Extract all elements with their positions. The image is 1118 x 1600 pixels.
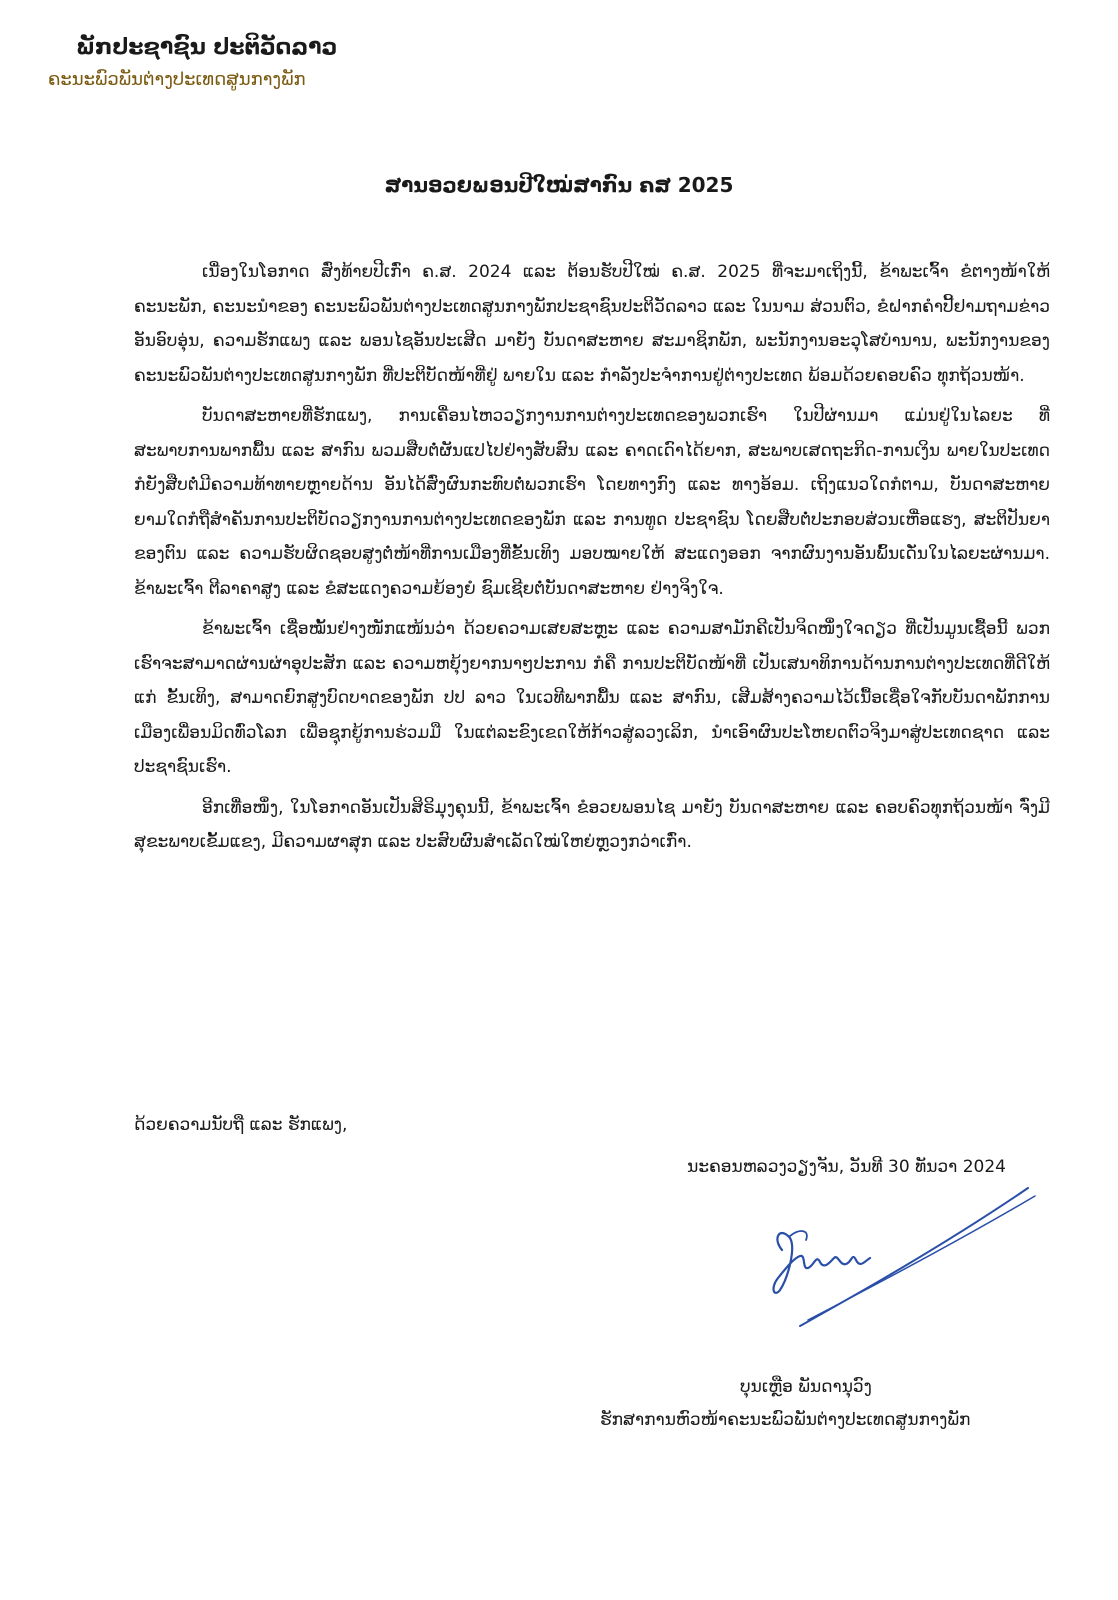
place-date: ນະຄອນຫລວງວຽງຈັນ, ວັນທີ 30 ທັນວາ 2024 xyxy=(687,1157,1006,1177)
letter-body xyxy=(134,255,1050,866)
closing-salutation: ດ້ວຍຄວາມນັບຖື ແລະ ຮັກແພງ, xyxy=(134,1115,348,1135)
letter-title: ສານອວຍພອນປີໃໝ່ສາກົນ ຄສ 2025 xyxy=(384,173,734,197)
org-name: ພັກປະຊາຊົນ ປະຕິວັດລາວ xyxy=(76,35,338,60)
signer-name: ບຸນເຫຼືອ ພັນດານຸວົງ xyxy=(740,1377,872,1397)
department-name: ຄະນະພົວພັນຕ່າງປະເທດສູນກາງພັກ xyxy=(48,69,306,90)
letterhead xyxy=(48,32,468,94)
handwritten-signature xyxy=(760,1178,1040,1338)
paragraph: ເນື່ອງໃນໂອກາດ ສົ່ງທ້າຍປີເກົ່າ ຄ.ສ. 2024 ແລະ ຕ້ອນຮັບປີໃໝ່ ຄ.ສ. 2025 ທີ່ຈະມາເຖິງນີ້, ຂ້າພະເຈົ້າ ຂໍຕາງໜ້າໃຫ້ຄະນະພັກ, ຄະນະນຳຂອງ ຄະນະພົວພັນຕ່າງປະເທດສູນກາງພັກປະຊາຊົນປະຕິວັດລາວ ແລະ ໃນນາມ ສ່ວນຕົວ, ຂໍຝາກຄຳປີ້ຢາມຖາມຂ່າວອັນອົບອຸ່ນ, ຄວາມຮັກແພງ ແລະ ພອນໄຊອັນປະເສີດ ມາຍັງ ບັນດາສະຫາຍ ສະມາຊິກພັກ, ພະນັກງານອະວຸໂສບໍານານ, ພະນັກງານຂອງຄະນະພົວພັນຕ່າງປະເທດສູນກາງພັກ ທີ່ປະຕິບັດໜ້າທີ່ຢູ່ ພາຍໃນ ແລະ ກຳລັງປະຈຳການຢູ່ຕ່າງປະເທດ ພ້ອມດ້ວຍຄອບຄົວ ທຸກຖ້ວນໜ້າ. xyxy=(134,262,1050,386)
signer-title: ຮັກສາການຫົວໜ້າຄະນະພົວພັນຕ່າງປະເທດສູນກາງພັກ xyxy=(600,1410,971,1430)
paragraph: ບັນດາສະຫາຍທີ່ຮັກແພງ, ການເຄື່ອນໄຫວວຽກງານການຕ່າງປະເທດຂອງພວກເຮົາ ໃນປີຜ່ານມາ ແມ່ນຢູ່ໃນໄລຍະ ທີ່ສະພາບການພາກພື້ນ ແລະ ສາກົນ ພວມສືບຕໍ່ຜັນແປໄປຢ່າງສັບສົນ ແລະ ຄາດເດົາໄດ້ຍາກ, ສະພາບເສດຖະກິດ-ການເງິນ ພາຍໃນປະເທດ ກໍຍັງສືບຕໍ່ມີຄວາມທ້າທາຍຫຼາຍດ້ານ ອັນໄດ້ສົ່ງຜົນກະທົບຕໍ່ພວກເຮົາ ໂດຍທາງກົງ ແລະ ທາງອ້ອມ. ເຖິງແນວໃດກໍຕາມ, ບັນດາສະຫາຍ ຍາມໃດກໍຖືສຳຄັນການປະຕິບັດວຽກງານການຕ່າງປະເທດຂອງພັກ ແລະ ການທູດ ປະຊາຊົນ ໂດຍສືບຕໍ່ປະກອບສ່ວນເຫື່ອແຮງ, ສະຕິປັນຍາຂອງຕົນ ແລະ ຄວາມຮັບຜິດຊອບສູງຕໍ່ໜ້າທີ່ການເມືອງທີ່ຂັ້ນເທິງ ມອບໝາຍໃຫ້ ສະແດງອອກ ຈາກຜົນງານອັນພົ້ນເດັ່ນໃນໄລຍະຜ່ານມາ. ຂ້າພະເຈົ້າ ຕີລາຄາສູງ ແລະ ຂໍສະແດງຄວາມຍ້ອງຍໍ ຊົມເຊີຍຕໍ່ບັນດາສະຫາຍ ຢ່າງຈິງໃຈ. xyxy=(134,406,1050,599)
paragraph: ອີກເທື່ອໜຶ່ງ, ໃນໂອກາດອັນເປັນສິຣິມຸງຄຸນນີ້, ຂ້າພະເຈົ້າ ຂໍອວຍພອນໄຊ ມາຍັງ ບັນດາສະຫາຍ ແລະ ຄອບຄົວທຸກຖ້ວນໜ້າ ຈົ່ງມີສຸຂະພາບເຂັ້ມແຂງ, ມີຄວາມຜາສຸກ ແລະ ປະສົບຜົນສຳເລັດໃໝ່ໃຫຍ່ຫຼວງກວ່າເກົ່າ. xyxy=(134,797,1050,852)
paragraph: ຂ້າພະເຈົ້າ ເຊື່ອໝັ້ນຢ່າງໜັກແໜ້ນວ່າ ດ້ວຍຄວາມເສຍສະຫຼະ ແລະ ຄວາມສາມັກຄີເປັນຈິດໜຶ່ງໃຈດຽວ ທີ່ເປັນມູນເຊື້ອນີ້ ພວກເຮົາຈະສາມາດຜ່ານຜ່າອຸປະສັກ ແລະ ຄວາມຫຍຸ້ງຍາກນາໆປະການ ກໍຄື ການປະຕິບັດໜ້າທີ່ ເປັນເສນາທິການດ້ານການຕ່າງປະເທດທີ່ດີໃຫ້ແກ່ ຂັ້ນເທິງ, ສາມາດຍົກສູງບົດບາດຂອງພັກ ປປ ລາວ ໃນເວທີພາກພື້ນ ແລະ ສາກົນ, ເສີມສ້າງຄວາມໄວ້ເນື້ອເຊື່ອໃຈກັບບັນດາພັກການເມືອງເພື່ອນມິດທົ່ວໂລກ ເພື່ອຊຸກຍູ້ການຮ່ວມມື ໃນແຕ່ລະຂົງເຂດໃຫ້ກ້າວສູ່ລວງເລິກ, ນຳເອົາຜົນປະໂຫຍດຕົວຈິງມາສູ່ປະເທດຊາດ ແລະ ປະຊາຊົນເຮົາ. xyxy=(134,619,1050,777)
